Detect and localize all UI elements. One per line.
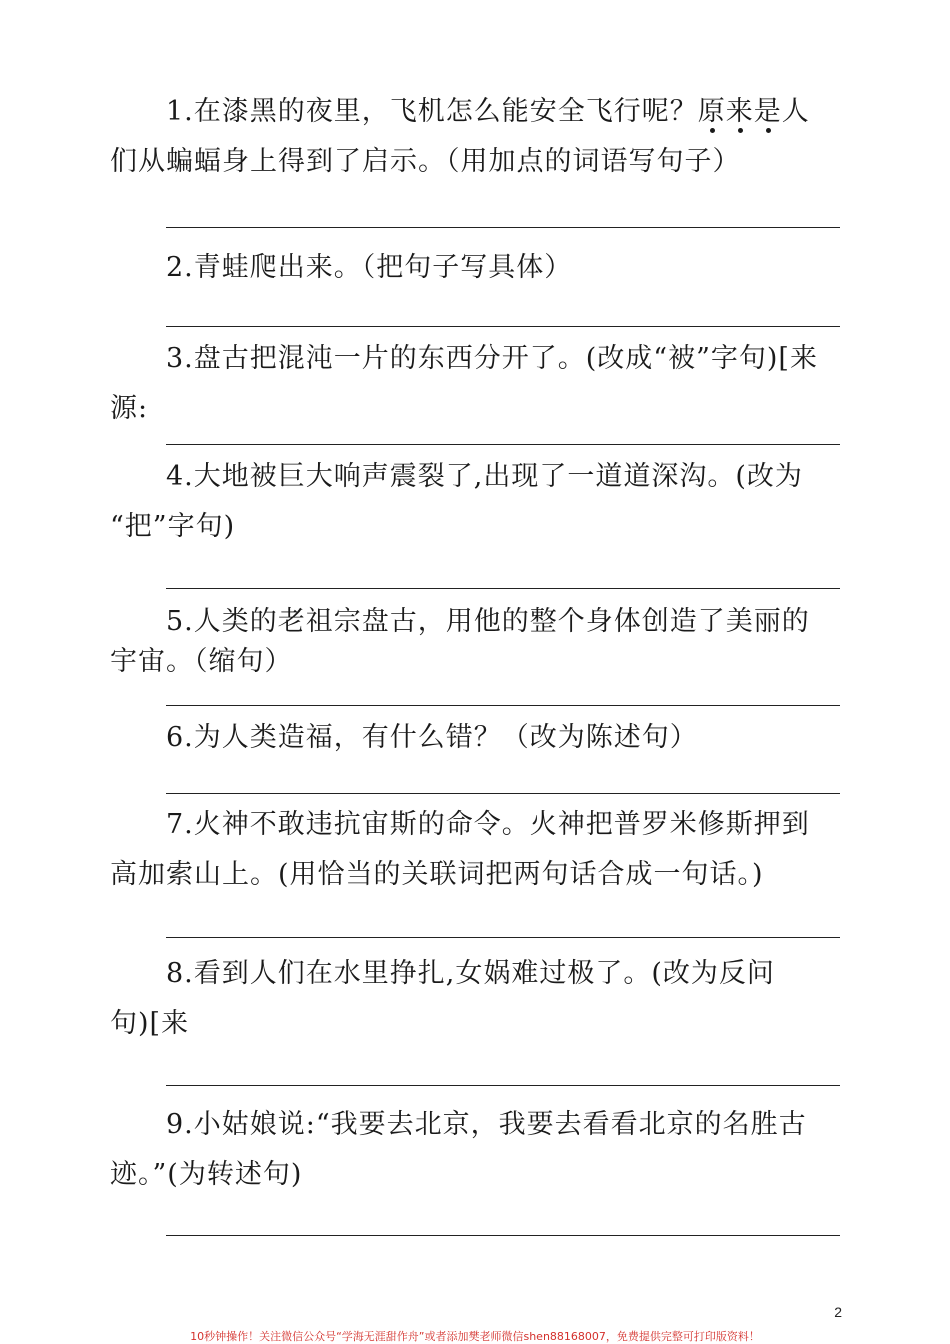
answer-line-3[interactable] (166, 444, 840, 445)
question-4-line-1: 4.大地被巨大响声震裂了,出现了一道道深沟。(改为 (166, 461, 803, 492)
question-3 (110, 334, 842, 434)
question-9-line-1: 9.小姑娘说:“我要去北京，我要去看看北京的名胜古 (166, 1109, 807, 1140)
question-7-line-2: 高加索山上。(用恰当的关联词把两句话合成一句话。) (110, 859, 764, 890)
question-6-line-1: 6.为人类造福，有什么错？（改为陈述句） (166, 722, 698, 753)
question-8-line-1: 8.看到人们在水里挣扎,女娲难过极了。(改为反问 (166, 958, 775, 989)
answer-line-8[interactable] (166, 1085, 840, 1086)
answer-line-6[interactable] (166, 793, 840, 794)
question-8-line-2: 句)[来 (110, 1008, 190, 1039)
question-7-line-1: 7.火神不敢违抗宙斯的命令。火神把普罗米修斯押到 (166, 809, 810, 840)
answer-line-2[interactable] (166, 326, 840, 327)
question-3-line-2: 源: (110, 393, 149, 424)
promo-footer: 10秒钟操作！关注微信公众号“学海无涯甜作舟”或者添加樊老师微信shen88168007，免费提供完整可打印版资料！ (190, 1330, 760, 1343)
question-4-line-2: “把”字句) (110, 511, 236, 542)
question-1-line-1: 1.在漆黑的夜里，飞机怎么能安全飞行呢？原来是人 (110, 87, 842, 137)
question-5-line-1: 5.人类的老祖宗盘古，用他的整个身体创造了美丽的 (166, 606, 810, 637)
answer-line-4[interactable] (166, 588, 840, 589)
question-8 (110, 949, 842, 1049)
question-3-line-1: 3.盘古把混沌一片的东西分开了。(改成“被”字句)[来 (166, 343, 818, 374)
question-1 (110, 87, 842, 187)
question-2 (110, 243, 842, 293)
question-6 (110, 713, 842, 763)
question-7 (110, 800, 842, 900)
answer-line-9[interactable] (166, 1235, 840, 1236)
emphasis-dot-char: 是 (754, 87, 782, 137)
question-4 (110, 452, 842, 552)
emphasis-dot-char: 原 (698, 87, 726, 137)
question-9 (110, 1100, 842, 1200)
question-5 (110, 597, 842, 687)
answer-line-1[interactable] (166, 227, 840, 228)
question-2-line-1: 2.青蛙爬出来。（把句子写具体） (166, 252, 573, 283)
question-1-line-2: 们从蝙蝠身上得到了启示。（用加点的词语写句子） (110, 146, 741, 177)
question-9-line-2: 迹。”(为转述句) (110, 1159, 303, 1190)
question-5-line-2: 宇宙。（缩句） (110, 646, 293, 677)
page-number: 2 (834, 1304, 842, 1320)
emphasis-dot-char: 来 (726, 87, 754, 137)
answer-line-7[interactable] (166, 937, 840, 938)
answer-line-5[interactable] (166, 705, 840, 706)
